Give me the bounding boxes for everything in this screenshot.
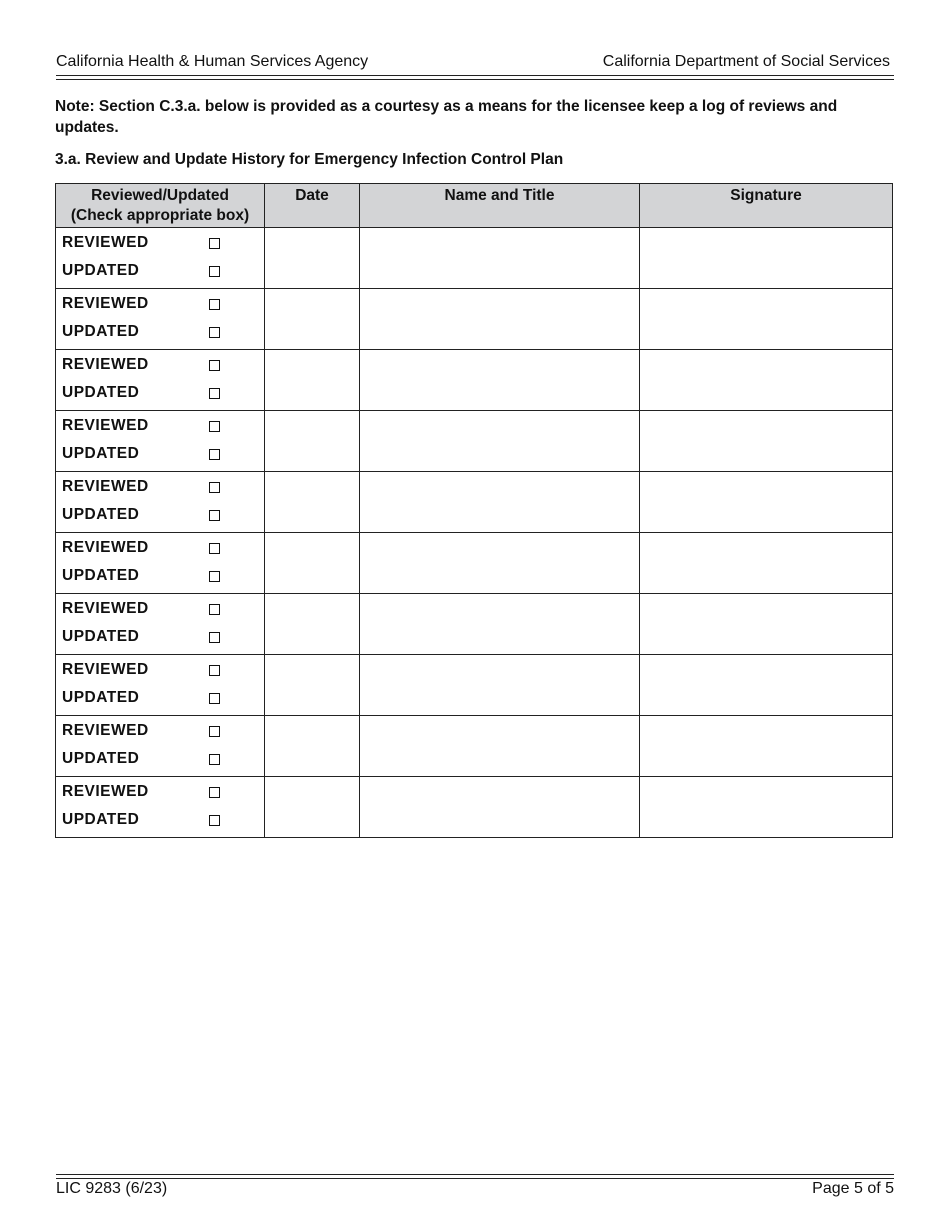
date-field[interactable] xyxy=(265,655,360,716)
col-header-date: Date xyxy=(265,184,360,228)
table-row xyxy=(56,472,893,533)
reviewed-checkbox[interactable] xyxy=(209,726,220,737)
updated-label: UPDATED xyxy=(62,750,140,767)
reviewed-label: REVIEWED xyxy=(62,661,149,678)
name-title-field[interactable] xyxy=(360,472,640,533)
form-number: LIC 9283 (6/23) xyxy=(56,1180,168,1197)
table-row xyxy=(56,350,893,411)
updated-checkbox[interactable] xyxy=(209,266,220,277)
status-cell xyxy=(56,289,265,350)
updated-checkbox[interactable] xyxy=(209,815,220,826)
col-header-reviewed-updated xyxy=(56,184,265,228)
reviewed-checkbox[interactable] xyxy=(209,543,220,554)
page-number: Page 5 of 5 xyxy=(812,1180,894,1197)
updated-label: UPDATED xyxy=(62,811,140,828)
department-name: California Department of Social Services xyxy=(602,53,890,70)
date-field[interactable] xyxy=(265,411,360,472)
status-cell xyxy=(56,533,265,594)
reviewed-label: REVIEWED xyxy=(62,722,149,739)
updated-label: UPDATED xyxy=(62,262,140,279)
name-title-field[interactable] xyxy=(360,777,640,838)
updated-label: UPDATED xyxy=(62,323,140,340)
name-title-field[interactable] xyxy=(360,411,640,472)
date-field[interactable] xyxy=(265,228,360,289)
reviewed-label: REVIEWED xyxy=(62,295,149,312)
reviewed-label: REVIEWED xyxy=(62,539,149,556)
date-field[interactable] xyxy=(265,594,360,655)
review-history-table xyxy=(55,183,893,838)
table-row xyxy=(56,655,893,716)
updated-checkbox[interactable] xyxy=(209,449,220,460)
footer-rule xyxy=(56,1174,894,1179)
signature-field[interactable] xyxy=(640,655,893,716)
agency-name: California Health & Human Services Agency xyxy=(56,53,369,70)
signature-field[interactable] xyxy=(640,777,893,838)
signature-field[interactable] xyxy=(640,594,893,655)
reviewed-checkbox[interactable] xyxy=(209,360,220,371)
reviewed-label: REVIEWED xyxy=(62,234,149,251)
date-field[interactable] xyxy=(265,777,360,838)
date-field[interactable] xyxy=(265,289,360,350)
reviewed-label: REVIEWED xyxy=(62,356,149,373)
updated-checkbox[interactable] xyxy=(209,571,220,582)
reviewed-checkbox[interactable] xyxy=(209,787,220,798)
table-row xyxy=(56,594,893,655)
col-header-signature: Signature xyxy=(640,184,893,228)
signature-field[interactable] xyxy=(640,411,893,472)
reviewed-checkbox[interactable] xyxy=(209,482,220,493)
reviewed-label: REVIEWED xyxy=(62,478,149,495)
date-field[interactable] xyxy=(265,716,360,777)
table-header-row xyxy=(56,184,893,228)
table-row xyxy=(56,716,893,777)
table-row xyxy=(56,533,893,594)
status-cell xyxy=(56,655,265,716)
signature-field[interactable] xyxy=(640,533,893,594)
table-row xyxy=(56,289,893,350)
updated-label: UPDATED xyxy=(62,628,140,645)
name-title-field[interactable] xyxy=(360,533,640,594)
courtesy-note: Note: Section C.3.a. below is provided as a courtesy as a means for the licensee keep a log of reviews and updates. xyxy=(55,98,838,136)
name-title-field[interactable] xyxy=(360,655,640,716)
reviewed-checkbox[interactable] xyxy=(209,604,220,615)
status-cell xyxy=(56,411,265,472)
status-cell xyxy=(56,594,265,655)
name-title-field[interactable] xyxy=(360,350,640,411)
date-field[interactable] xyxy=(265,533,360,594)
table-row xyxy=(56,228,893,289)
updated-checkbox[interactable] xyxy=(209,754,220,765)
name-title-field[interactable] xyxy=(360,716,640,777)
updated-checkbox[interactable] xyxy=(209,388,220,399)
updated-label: UPDATED xyxy=(62,689,140,706)
name-title-field[interactable] xyxy=(360,594,640,655)
reviewed-checkbox[interactable] xyxy=(209,421,220,432)
signature-field[interactable] xyxy=(640,350,893,411)
updated-checkbox[interactable] xyxy=(209,510,220,521)
reviewed-label: REVIEWED xyxy=(62,600,149,617)
signature-field[interactable] xyxy=(640,472,893,533)
name-title-field[interactable] xyxy=(360,228,640,289)
table-row xyxy=(56,777,893,838)
col-header-reviewed-updated-line1: Reviewed/Updated xyxy=(91,187,229,204)
name-title-field[interactable] xyxy=(360,289,640,350)
updated-label: UPDATED xyxy=(62,506,140,523)
status-cell xyxy=(56,228,265,289)
table-row xyxy=(56,411,893,472)
date-field[interactable] xyxy=(265,350,360,411)
updated-label: UPDATED xyxy=(62,384,140,401)
updated-label: UPDATED xyxy=(62,445,140,462)
reviewed-label: REVIEWED xyxy=(62,417,149,434)
status-cell xyxy=(56,716,265,777)
status-cell xyxy=(56,472,265,533)
status-cell xyxy=(56,777,265,838)
reviewed-checkbox[interactable] xyxy=(209,238,220,249)
section-title: 3.a. Review and Update History for Emergency Infection Control Plan xyxy=(55,151,564,168)
col-header-name-title: Name and Title xyxy=(360,184,640,228)
reviewed-checkbox[interactable] xyxy=(209,665,220,676)
reviewed-checkbox[interactable] xyxy=(209,299,220,310)
updated-checkbox[interactable] xyxy=(209,327,220,338)
header-rule xyxy=(56,75,894,80)
reviewed-label: REVIEWED xyxy=(62,783,149,800)
col-header-reviewed-updated-line2: (Check appropriate box) xyxy=(70,207,250,224)
updated-checkbox[interactable] xyxy=(209,693,220,704)
date-field[interactable] xyxy=(265,472,360,533)
updated-checkbox[interactable] xyxy=(209,632,220,643)
signature-field[interactable] xyxy=(640,716,893,777)
status-cell xyxy=(56,350,265,411)
signature-field[interactable] xyxy=(640,228,893,289)
signature-field[interactable] xyxy=(640,289,893,350)
updated-label: UPDATED xyxy=(62,567,140,584)
